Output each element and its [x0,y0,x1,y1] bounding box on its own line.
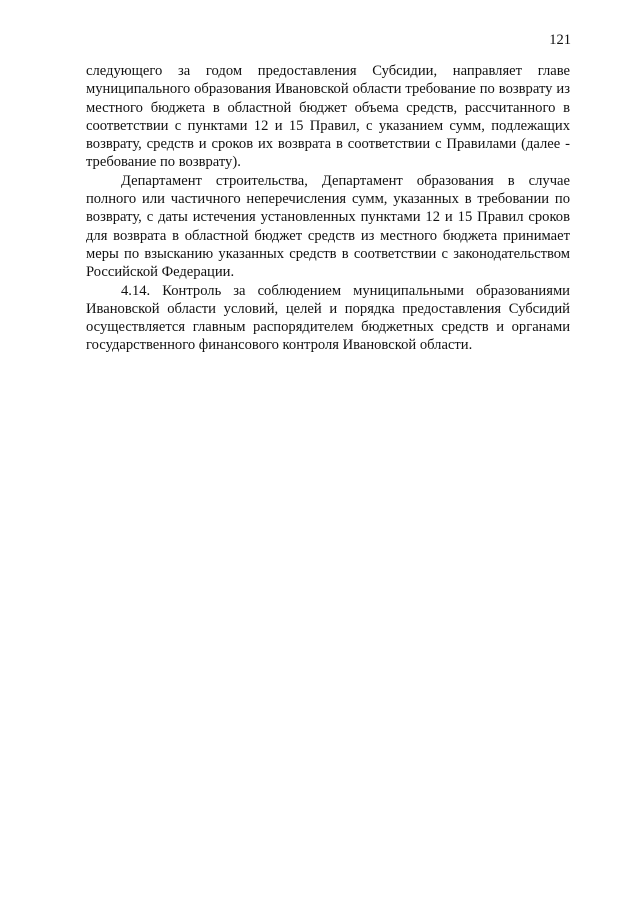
document-body [86,62,570,355]
paragraph-return-requirement: следующего за годом предоставления Субсидии, направляет главе муниципального образования Ивановской области требование по возврату из местного бюджета в областной бюджет объема средств, рассчитанного в соответствии с пунктами 12 и 15 Правил, с указанием сумм, подлежащих возврату, средств и сроков их возврата в соответствии с Правилами (далее - требование по возврату). [86,63,570,171]
paragraph-recovery-measures: Департамент строительства, Департамент образования в случае полного или частичного неперечисления сумм, указанных в требовании по возврату, с даты истечения установленных пунктами 12 и 15 Правил сроков для возврата в областной бюджет средств из местного бюджета принимает меры по взысканию указанных средств в соответствии с законодательством Российской Федерации. [86,172,570,281]
paragraph-control-4-14: 4.14. Контроль за соблюдением муниципальными образованиями Ивановской области условий, целей и порядка предоставления Субсидий осуществляется главным распорядителем бюджетных средств и органами государственного финансового контроля Ивановской области. [86,282,570,354]
page-number: 121 [549,32,571,48]
